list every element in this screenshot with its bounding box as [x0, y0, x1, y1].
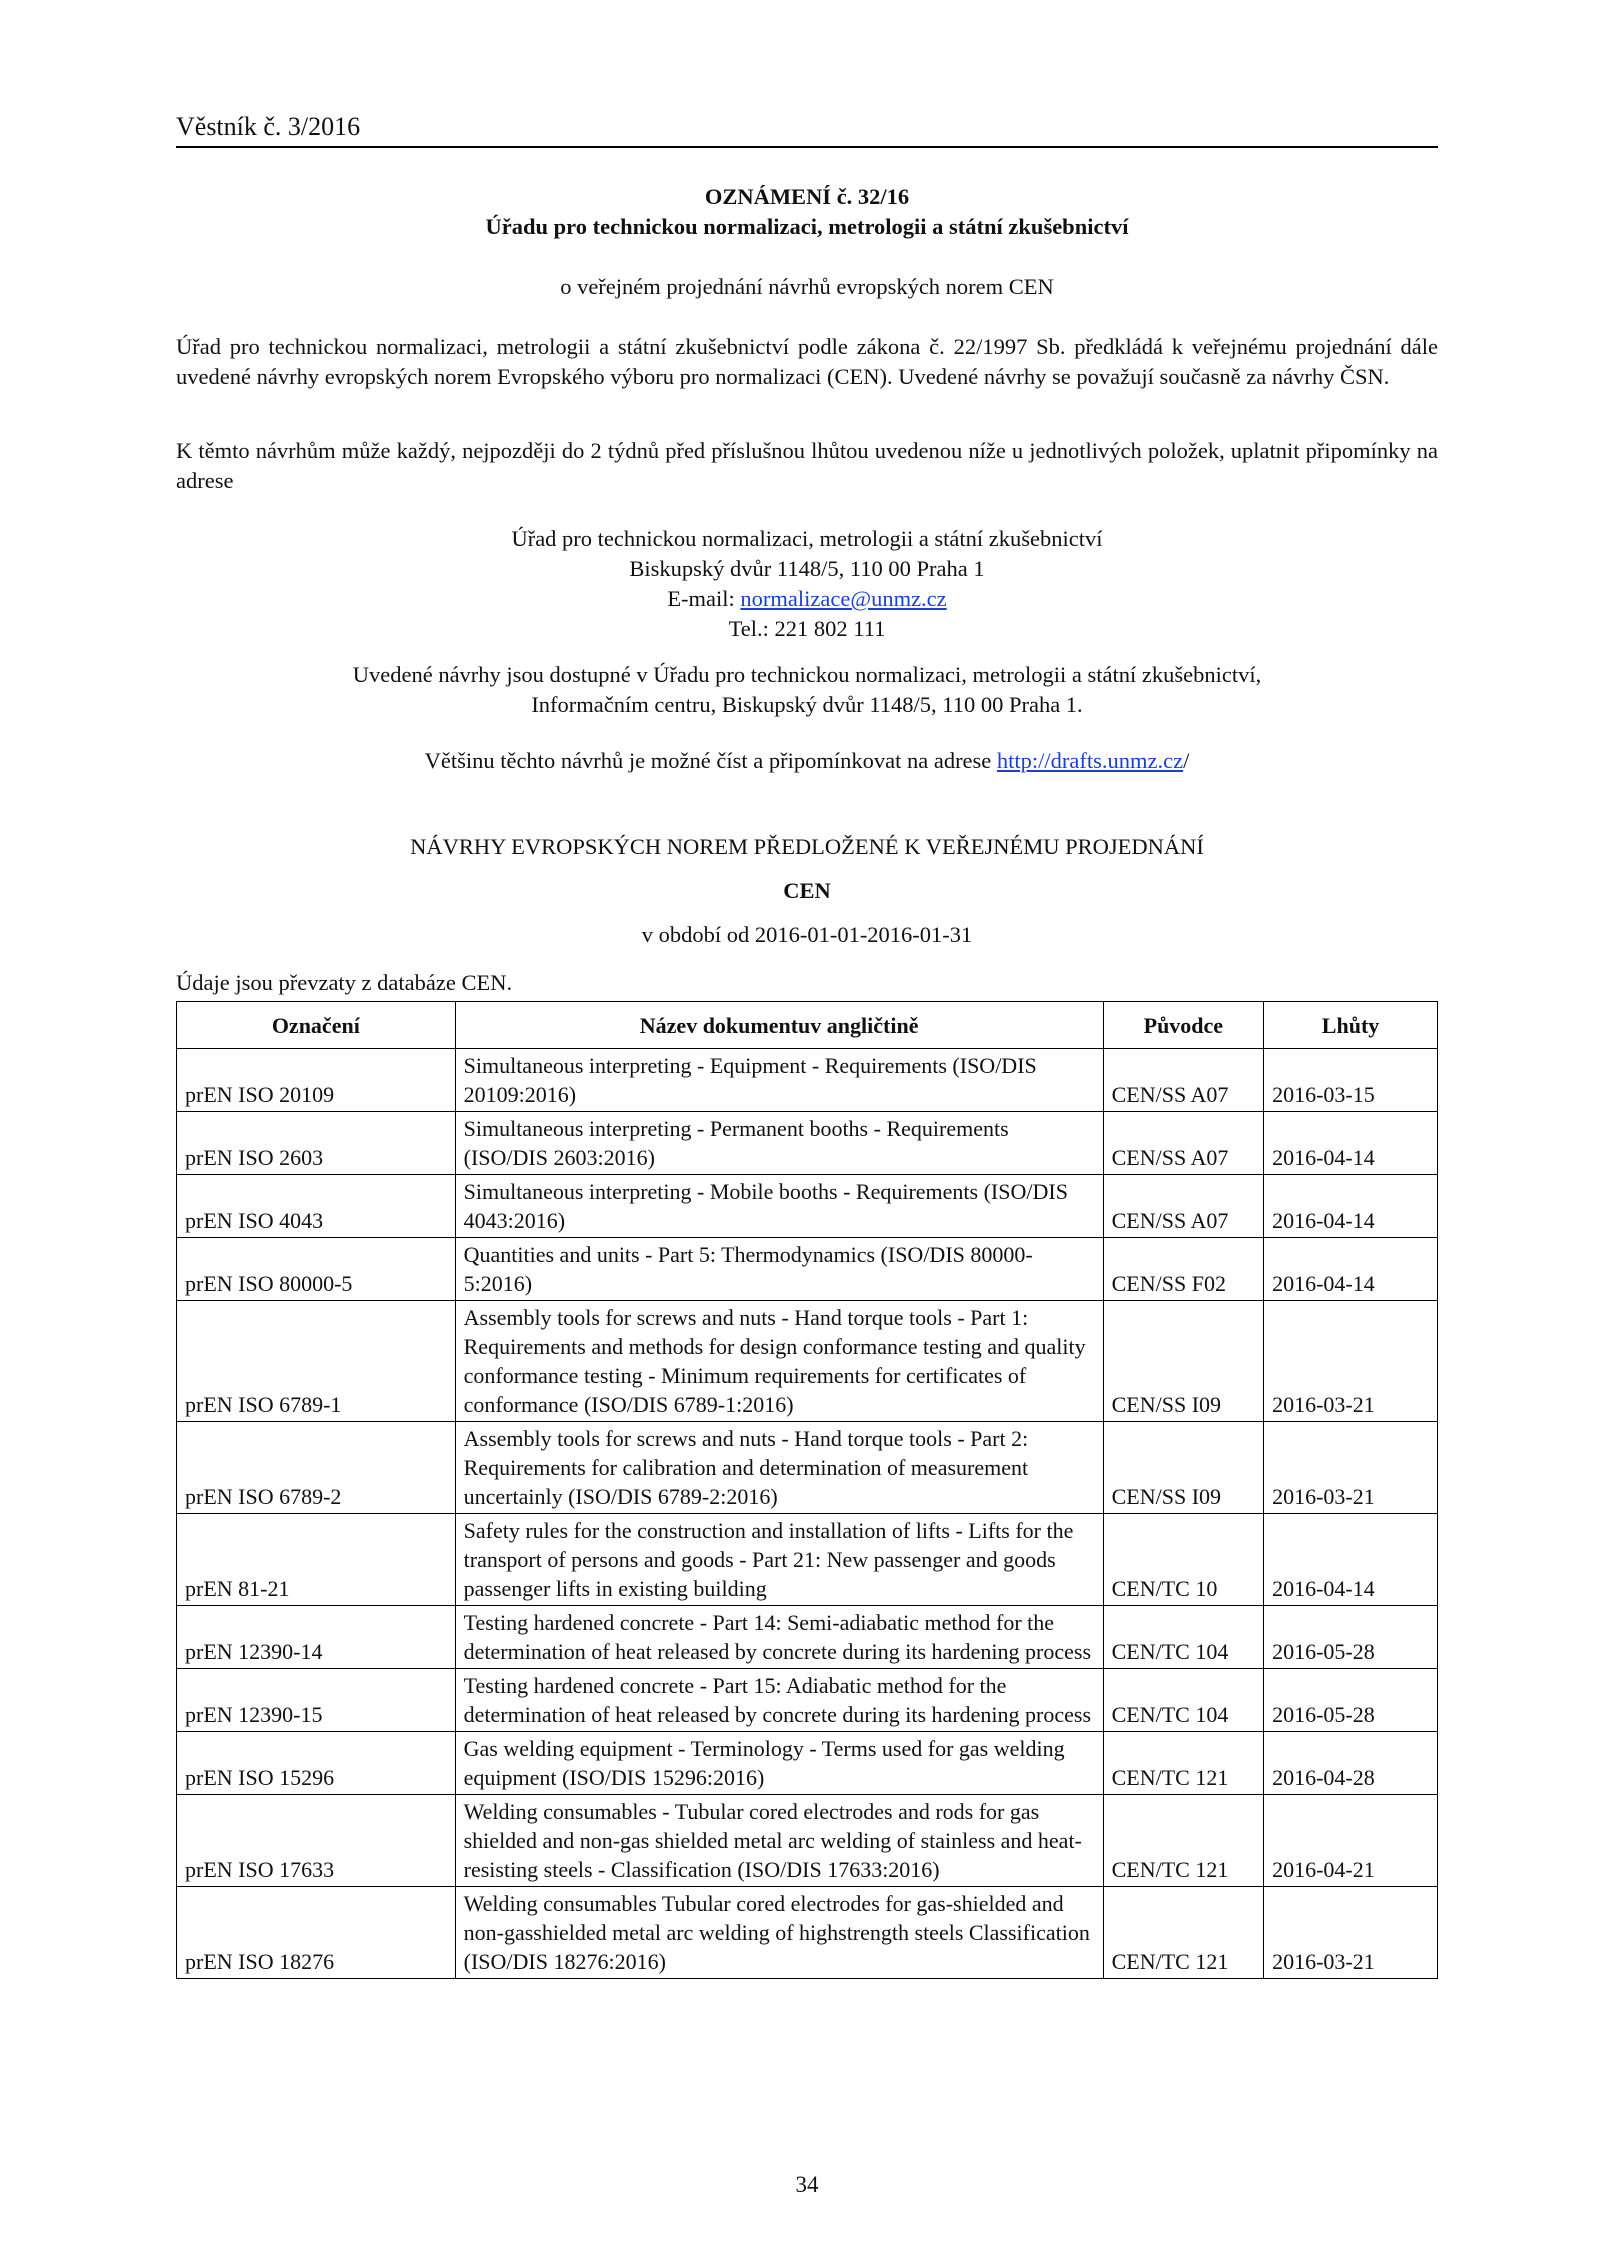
row-deadline: 2016-05-28 [1264, 1669, 1438, 1732]
availability-line-1: Uvedené návrhy jsou dostupné v Úřadu pro technickou normalizaci, metrologii a státní zkušebnictví, [352, 662, 1262, 687]
row-deadline: 2016-04-14 [1264, 1112, 1438, 1175]
table-header-row [177, 1002, 1438, 1049]
row-origin: CEN/SS F02 [1103, 1238, 1263, 1301]
table-row [177, 1112, 1438, 1175]
row-title: Simultaneous interpreting - Equipment - Requirements (ISO/DIS 20109:2016) [455, 1049, 1103, 1112]
row-origin: CEN/SS I09 [1103, 1301, 1263, 1422]
row-origin: CEN/SS A07 [1103, 1175, 1263, 1238]
table-row [177, 1732, 1438, 1795]
row-code: prEN ISO 2603 [177, 1112, 456, 1175]
row-code: prEN 12390-15 [177, 1669, 456, 1732]
address-email-line [176, 584, 1438, 614]
row-title: Quantities and units - Part 5: Thermodynamics (ISO/DIS 80000-5:2016) [455, 1238, 1103, 1301]
table-row [177, 1049, 1438, 1112]
row-code: prEN ISO 20109 [177, 1049, 456, 1112]
row-deadline: 2016-03-21 [1264, 1422, 1438, 1514]
row-code: prEN ISO 6789-1 [177, 1301, 456, 1422]
row-code: prEN ISO 4043 [177, 1175, 456, 1238]
table-row [177, 1422, 1438, 1514]
source-note: Údaje jsou převzaty z databáze CEN. [176, 970, 513, 995]
row-deadline: 2016-04-14 [1264, 1175, 1438, 1238]
announcement-subject: o veřejném projednání návrhů evropských norem CEN [560, 274, 1054, 299]
row-deadline: 2016-03-15 [1264, 1049, 1438, 1112]
row-title: Gas welding equipment - Terminology - Terms used for gas welding equipment (ISO/DIS 15296:2016) [455, 1732, 1103, 1795]
email-link[interactable]: normalizace@unmz.cz [740, 586, 947, 611]
row-deadline: 2016-03-21 [1264, 1887, 1438, 1979]
row-code: prEN ISO 18276 [177, 1887, 456, 1979]
table-row [177, 1795, 1438, 1887]
table-row [177, 1669, 1438, 1732]
table-row [177, 1606, 1438, 1669]
email-label: E-mail: [667, 586, 741, 611]
row-code: prEN 12390-14 [177, 1606, 456, 1669]
row-origin: CEN/TC 10 [1103, 1514, 1263, 1606]
header-code: Označení [177, 1002, 456, 1049]
list-period: v období od 2016-01-01-2016-01-31 [641, 922, 973, 947]
row-origin: CEN/TC 104 [1103, 1669, 1263, 1732]
row-deadline: 2016-04-14 [1264, 1514, 1438, 1606]
row-code: prEN ISO 17633 [177, 1795, 456, 1887]
row-origin: CEN/TC 121 [1103, 1795, 1263, 1887]
page-number: 34 [795, 2172, 819, 2197]
comments-paragraph: K těmto návrhům může každý, nejpozději do 2 týdnů před příslušnou lhůtou uvedenou níže u jednotlivých položek, uplatnit připomínky na adrese [176, 438, 1438, 493]
row-code: prEN ISO 80000-5 [177, 1238, 456, 1301]
header-title: Název dokumentuv angličtině [455, 1002, 1103, 1049]
table-row [177, 1301, 1438, 1422]
table-row [177, 1887, 1438, 1979]
row-title: Safety rules for the construction and installation of lifts - Lifts for the transport of persons and goods - Part 21: New passenger and goods passenger lifts in existing building [455, 1514, 1103, 1606]
list-heading: NÁVRHY EVROPSKÝCH NOREM PŘEDLOŽENÉ K VEŘEJNÉMU PROJEDNÁNÍ [410, 834, 1204, 859]
web-info-text: Většinu těchto návrhů je možné číst a připomínkovat na adrese [424, 748, 997, 773]
announcement-number: OZNÁMENÍ č. 32/16 [704, 184, 910, 209]
header-origin: Původce [1103, 1002, 1263, 1049]
row-code: prEN 81-21 [177, 1514, 456, 1606]
row-origin: CEN/SS A07 [1103, 1112, 1263, 1175]
list-org: CEN [783, 878, 831, 903]
row-origin: CEN/TC 104 [1103, 1606, 1263, 1669]
row-title: Welding consumables - Tubular cored electrodes and rods for gas shielded and non-gas shielded metal arc welding of stainless and heat-resisting steels - Classification (ISO/DIS 17633:2016) [455, 1795, 1103, 1887]
drafts-link[interactable]: http://drafts.unmz.cz [996, 748, 1184, 773]
journal-header: Věstník č. 3/2016 [176, 112, 361, 141]
row-deadline: 2016-05-28 [1264, 1606, 1438, 1669]
availability-block [176, 660, 1438, 720]
row-title: Testing hardened concrete - Part 15: Adiabatic method for the determination of heat released by concrete during its hardening process [455, 1669, 1103, 1732]
header-divider [176, 146, 1438, 148]
row-code: prEN ISO 6789-2 [177, 1422, 456, 1514]
row-title: Simultaneous interpreting - Mobile booths - Requirements (ISO/DIS 4043:2016) [455, 1175, 1103, 1238]
table-row [177, 1514, 1438, 1606]
address-line-office: Úřad pro technickou normalizaci, metrologii a státní zkušebnictví [511, 526, 1103, 551]
drafts-table [176, 1001, 1438, 1979]
row-code: prEN ISO 15296 [177, 1732, 456, 1795]
row-origin: CEN/SS I09 [1103, 1422, 1263, 1514]
address-phone: Tel.: 221 802 111 [728, 616, 886, 641]
table-row [177, 1175, 1438, 1238]
address-line-street: Biskupský dvůr 1148/5, 110 00 Praha 1 [629, 556, 985, 581]
row-origin: CEN/TC 121 [1103, 1732, 1263, 1795]
row-title: Assembly tools for screws and nuts - Hand torque tools - Part 1: Requirements and methods for design conformance testing and quality conformance testing - Minimum requirements for certificates of conformance (ISO/DIS 6789-1:2016) [455, 1301, 1103, 1422]
table-row [177, 1238, 1438, 1301]
row-title: Testing hardened concrete - Part 14: Semi-adiabatic method for the determination of heat released by concrete during its hardening process [455, 1606, 1103, 1669]
row-title: Welding consumables Tubular cored electrodes for gas-shielded and non-gasshielded metal arc welding of highstrength steels Classification (ISO/DIS 18276:2016) [455, 1887, 1103, 1979]
row-origin: CEN/SS A07 [1103, 1049, 1263, 1112]
row-deadline: 2016-04-21 [1264, 1795, 1438, 1887]
web-info-line [176, 746, 1438, 776]
row-title: Assembly tools for screws and nuts - Hand torque tools - Part 2: Requirements for calibration and determination of measurement uncertainly (ISO/DIS 6789-2:2016) [455, 1422, 1103, 1514]
header-deadline: Lhůty [1264, 1002, 1438, 1049]
row-origin: CEN/TC 121 [1103, 1887, 1263, 1979]
web-info-suffix: / [1183, 748, 1190, 773]
intro-paragraph: Úřad pro technickou normalizaci, metrologii a státní zkušebnictví podle zákona č. 22/1997 Sb. předkládá k veřejnému projednání dále uvedené návrhy evropských norem Evropského výboru pro normalizaci (CEN). Uvedené návrhy se považují současně za návrhy ČSN. [176, 334, 1438, 389]
row-deadline: 2016-04-14 [1264, 1238, 1438, 1301]
row-deadline: 2016-04-28 [1264, 1732, 1438, 1795]
announcement-office: Úřadu pro technickou normalizaci, metrologii a státní zkušebnictví [485, 214, 1129, 239]
row-deadline: 2016-03-21 [1264, 1301, 1438, 1422]
row-title: Simultaneous interpreting - Permanent booths - Requirements (ISO/DIS 2603:2016) [455, 1112, 1103, 1175]
address-block [176, 524, 1438, 644]
availability-line-2: Informačním centru, Biskupský dvůr 1148/5, 110 00 Praha 1. [531, 692, 1083, 717]
